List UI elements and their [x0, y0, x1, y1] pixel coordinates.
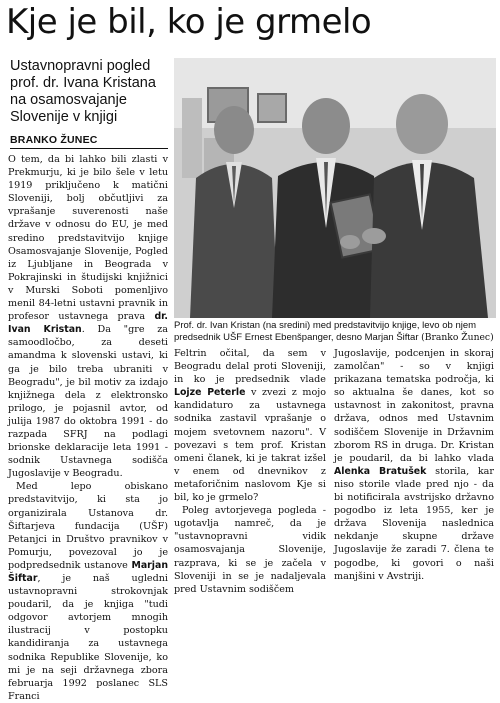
paragraph-text: . Da "gre za samoodločbo, za deseti amandma k slovenski ustavi, ki ga je bilo treba ubraniti v Beogradu", je bil motiv za izdajo knjižnega dela z elektronsko prilogo, je pojasnil avtor, od julija 1987 do oktobra 1991 - do razpada SFRJ na podlagi brionske deklaracije leta 1991 - sodnik Ustavnega sodišča Jugoslavije v Beogradu.: [8, 324, 169, 480]
photo-three-men-holding-book-icon: [174, 58, 496, 318]
photo-caption: [174, 320, 496, 344]
paragraph: [8, 153, 168, 480]
person-name: Alenka Bratušek: [334, 465, 427, 477]
byline: BRANKO ŽUNEC: [10, 134, 98, 146]
article-column-1: [8, 153, 168, 703]
headline: Kje je bil, ko je grmelo: [6, 2, 372, 42]
byline-rule: [10, 148, 168, 149]
paragraph-text: Med lepo obiskano predstavitvijo, ki sta jo organizirala Ustanova dr. Šiftarjeva fundacija (UŠF) Petanjci in Društvo pravnikov v Pomurju, povezoval jo je podpredsednik ustanove: [8, 481, 168, 571]
article-column-3: [334, 347, 494, 583]
paragraph-text: , je naš ugledni ustavnopravni strokovnjak poudaril, da je knjiga "tudi odgovor avtorjem mnogih ilustracij v postopku kandidiranja za ustavnega sodnika Republike Slovenije, ko mi je na seji državnega zbora februarja 1992 poslanec SLS Franci: [8, 573, 168, 702]
caption-text: Prof. dr. Ivan Kristan (na sredini) med predstavitvijo knjige, levo ob njem predsednik UŠF Ernest Ebenšpanger, desno Marjan Šiftar: [174, 320, 477, 343]
paragraph: [8, 480, 168, 703]
paragraph: [334, 347, 494, 583]
paragraph: [174, 504, 326, 596]
paragraph-text: Poleg avtorjevega pogleda - ugotavlja namreč, da je "ustavnopravni vidik osamosvajanja Slovenije, razprava, ki se je začela v Sloveniji in se je nadaljevala pred Ustavnim sodiščem: [174, 505, 326, 595]
paragraph-text: storila, kar niso storile vlade pred njo - da bi notificirala avstrijsko državno pogodbo iz leta 1955, ker je država Slovenija naslednica nekdanje skupne države Jugoslavije že zaradi 7. člena te pogodbe, ki govori o naši manjšini v Avstriji.: [334, 465, 494, 582]
paragraph: [174, 347, 326, 504]
person-name: Lojze Peterle: [174, 387, 246, 399]
article-column-2: [174, 347, 326, 596]
photo-credit: (Branko Žunec): [421, 332, 494, 343]
subheadline: Ustavnopravni pogled prof. dr. Ivana Kristana na osamosvajanje Slovenije v knjigi: [10, 58, 156, 125]
paragraph-text: v zvezi z mojo kandidaturo za ustavnega sodnika zastavil vprašanje o mojem svetovnem nazoru". V povezavi s tem prof. Kristan omeni članek, ki je takrat izšel v enem od dnevnikov z metaforičnim naslovom Kje si bil, ko je grmelo?: [174, 387, 326, 504]
person-name: dr. Ivan Kristan: [8, 311, 168, 336]
paragraph-text: Feltrin očital, da sem v Beogradu delal proti Sloveniji, in ko je predsednik vlade: [174, 348, 326, 386]
paragraph-text: O tem, da bi lahko bili zlasti v Prekmurju, ki je bilo šele v letu 1919 priključeno k matični Sloveniji, bolj občutljivi za vprašanje suverenosti naše države v odnosu do EU, je med sredino predstavitvijo knjige Osamosvajanje Slovenije, Pogled iz Ljubljane in Beograda v Pokrajinski in študijski knjižnici v Murski Soboti pomenljivo menil 84-letni ustavni pravnik in profesor ustavnega prava: [8, 154, 168, 323]
photo-illustration: [174, 58, 496, 318]
person-name: Marjan Šiftar: [8, 559, 168, 584]
paragraph-text: Jugoslavije, podcenjen in skoraj zamolčan" - so v knjigi prikazana tematska področja, ki so aktualna še danes, kot so ustavnost in zakonitost, pravna država, odnos med Ustavnim sodiščem Slovenije in Državnim zborom RS in druga. Dr. Kristan je poudaril, da bi lahko vlada: [334, 348, 494, 464]
